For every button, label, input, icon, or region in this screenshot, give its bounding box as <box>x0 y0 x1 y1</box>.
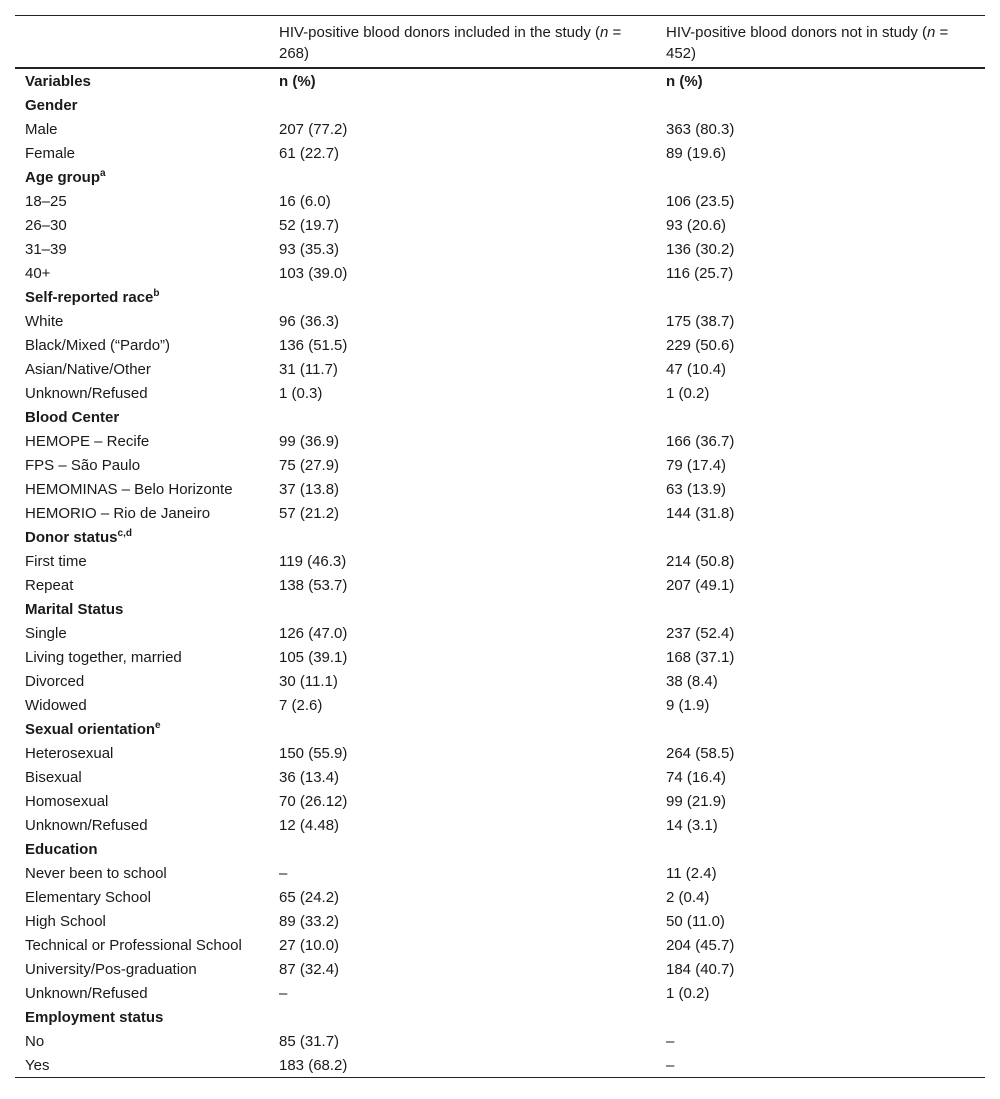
section-title-text: Age group <box>25 169 100 186</box>
header-included-prefix: HIV-positive blood donors included in the study ( <box>279 24 601 41</box>
section-title <box>15 405 269 429</box>
header-cell-not-in-study <box>656 16 985 69</box>
cell-included: 52 (19.7) <box>279 217 340 234</box>
cell-included: 31 (11.7) <box>279 361 338 378</box>
empty-cell <box>656 93 985 117</box>
cell-not-in-study: 237 (52.4) <box>666 625 735 642</box>
cell-included: 207 (77.2) <box>279 121 348 138</box>
section-title <box>15 837 269 861</box>
table-row <box>15 981 985 1005</box>
cell-included: 89 (33.2) <box>279 913 340 930</box>
row-label: Male <box>25 121 58 138</box>
cell-included: 1 (0.3) <box>279 385 323 402</box>
cell-not-in-study: 74 (16.4) <box>666 769 727 786</box>
empty-cell <box>269 525 656 549</box>
row-label: High School <box>25 913 106 930</box>
header-included-suffix: = 268) <box>279 24 622 62</box>
cell-included: 103 (39.0) <box>279 265 348 282</box>
row-label: Repeat <box>25 577 74 594</box>
section-row <box>15 405 985 429</box>
cell-not-in-study: 47 (10.4) <box>666 361 727 378</box>
cell-included: 36 (13.4) <box>279 769 340 786</box>
cell-not-in-study: 9 (1.9) <box>666 697 710 714</box>
cell-not-in-study: 204 (45.7) <box>666 937 735 954</box>
row-label: 40+ <box>25 265 51 282</box>
cell-not-in-study: 175 (38.7) <box>666 313 735 330</box>
cell-not-in-study: 116 (25.7) <box>666 265 734 282</box>
empty-cell <box>269 1005 656 1029</box>
cell-included: 126 (47.0) <box>279 625 348 642</box>
cell-included: 75 (27.9) <box>279 457 340 474</box>
table-row <box>15 309 985 333</box>
footnote-marker: a <box>100 168 106 179</box>
section-row <box>15 165 985 189</box>
cell-not-in-study: 168 (37.1) <box>666 649 735 666</box>
row-label: HEMOPE – Recife <box>25 433 150 450</box>
cell-included: 136 (51.5) <box>279 337 348 354</box>
section-row <box>15 525 985 549</box>
table-row <box>15 429 985 453</box>
cell-not-in-study: 106 (23.5) <box>666 193 735 210</box>
empty-cell <box>656 1005 985 1029</box>
table-row <box>15 765 985 789</box>
table-row <box>15 813 985 837</box>
empty-cell <box>269 93 656 117</box>
row-label: Heterosexual <box>25 745 114 762</box>
row-label: Unknown/Refused <box>25 985 148 1002</box>
table-row <box>15 933 985 957</box>
cell-not-in-study: 11 (2.4) <box>666 865 717 882</box>
table-row <box>15 669 985 693</box>
cell-included: 30 (11.1) <box>279 673 338 690</box>
section-title-text: Education <box>25 841 98 858</box>
empty-cell <box>656 597 985 621</box>
header-not-in-study-suffix: = 452) <box>666 24 949 62</box>
row-label: Female <box>25 145 76 162</box>
cell-included: 105 (39.1) <box>279 649 348 666</box>
table-row <box>15 621 985 645</box>
table-row <box>15 477 985 501</box>
table-row <box>15 1029 985 1053</box>
table-row <box>15 789 985 813</box>
cell-included: 12 (4.48) <box>279 817 340 834</box>
cell-not-in-study: 38 (8.4) <box>666 673 718 690</box>
section-title-text: Self-reported race <box>25 289 154 306</box>
cell-not-in-study: 207 (49.1) <box>666 577 735 594</box>
section-title-text: Sexual orientation <box>25 721 156 738</box>
cell-not-in-study: 184 (40.7) <box>666 961 735 978</box>
section-title <box>15 1005 269 1029</box>
row-label: HEMOMINAS – Belo Horizonte <box>25 481 233 498</box>
cell-included: 27 (10.0) <box>279 937 340 954</box>
row-label: Unknown/Refused <box>25 385 148 402</box>
empty-cell <box>269 285 656 309</box>
table-body <box>15 68 985 1078</box>
cell-included: 183 (68.2) <box>279 1057 348 1074</box>
table-row <box>15 861 985 885</box>
cell-not-in-study: 89 (19.6) <box>666 145 727 162</box>
row-label: FPS – São Paulo <box>25 457 141 474</box>
row-label: Unknown/Refused <box>25 817 148 834</box>
row-label: First time <box>25 553 87 570</box>
header-row <box>15 16 985 69</box>
cell-not-in-study: 264 (58.5) <box>666 745 735 762</box>
empty-cell <box>656 165 985 189</box>
cell-not-in-study: 79 (17.4) <box>666 457 727 474</box>
cell-included: 57 (21.2) <box>279 505 340 522</box>
section-title-text: Employment status <box>25 1009 164 1026</box>
row-label: HEMORIO – Rio de Janeiro <box>25 505 211 522</box>
section-title <box>15 165 269 189</box>
section-row <box>15 597 985 621</box>
empty-cell <box>656 405 985 429</box>
cell-not-in-study: 14 (3.1) <box>666 817 718 834</box>
empty-cell <box>656 717 985 741</box>
row-label: Homosexual <box>25 793 109 810</box>
section-title-text: Blood Center <box>25 409 120 426</box>
cell-included: 85 (31.7) <box>279 1033 340 1050</box>
cell-not-in-study: 2 (0.4) <box>666 889 710 906</box>
cell-not-in-study: 1 (0.2) <box>666 385 710 402</box>
table-row <box>15 117 985 141</box>
table-row <box>15 1053 985 1078</box>
table-row <box>15 333 985 357</box>
section-row <box>15 837 985 861</box>
table-header <box>15 16 985 69</box>
table-row <box>15 453 985 477</box>
row-label: Elementary School <box>25 889 151 906</box>
table-row <box>15 885 985 909</box>
row-label: White <box>25 313 64 330</box>
cell-not-in-study: – <box>666 1033 675 1050</box>
empty-cell <box>656 285 985 309</box>
table-row <box>15 381 985 405</box>
header-included-n: n <box>600 24 609 41</box>
section-row <box>15 93 985 117</box>
row-label: 18–25 <box>25 193 67 210</box>
table-row <box>15 213 985 237</box>
section-title <box>15 525 269 549</box>
section-title <box>15 717 269 741</box>
cell-not-in-study: 229 (50.6) <box>666 337 735 354</box>
cell-included: 99 (36.9) <box>279 433 340 450</box>
table-row <box>15 573 985 597</box>
header-cell-included <box>269 16 656 69</box>
empty-cell <box>269 597 656 621</box>
cell-included: 138 (53.7) <box>279 577 348 594</box>
cell-included: 93 (35.3) <box>279 241 340 258</box>
column-label-included: n (%) <box>269 68 656 93</box>
row-label: Bisexual <box>25 769 82 786</box>
cell-included: 150 (55.9) <box>279 745 348 762</box>
cell-included: – <box>279 865 288 882</box>
data-table <box>15 15 985 1078</box>
row-label: 26–30 <box>25 217 67 234</box>
footnote-marker: c,d <box>117 528 132 539</box>
section-title <box>15 597 269 621</box>
header-cell-empty <box>15 16 269 69</box>
footnote-marker: b <box>153 288 160 299</box>
section-row <box>15 717 985 741</box>
section-title <box>15 285 269 309</box>
cell-included: 16 (6.0) <box>279 193 331 210</box>
cell-not-in-study: 144 (31.8) <box>666 505 735 522</box>
table-row <box>15 693 985 717</box>
cell-not-in-study: 363 (80.3) <box>666 121 735 138</box>
row-label: Never been to school <box>25 865 167 882</box>
section-row <box>15 285 985 309</box>
table-row <box>15 549 985 573</box>
cell-included: 65 (24.2) <box>279 889 340 906</box>
table-row <box>15 261 985 285</box>
row-label: Technical or Professional School <box>25 937 242 954</box>
cell-not-in-study: 166 (36.7) <box>666 433 735 450</box>
cell-not-in-study: 50 (11.0) <box>666 913 725 930</box>
cell-not-in-study: 136 (30.2) <box>666 241 735 258</box>
footnote-marker: e <box>155 720 161 731</box>
table-row <box>15 357 985 381</box>
section-title-text: Marital Status <box>25 601 124 618</box>
row-label: Divorced <box>25 673 85 690</box>
cell-not-in-study: 63 (13.9) <box>666 481 727 498</box>
empty-cell <box>269 405 656 429</box>
section-title-text: Donor status <box>25 529 118 546</box>
table-row <box>15 909 985 933</box>
column-label-variables: Variables <box>15 68 269 93</box>
cell-included: 7 (2.6) <box>279 697 323 714</box>
row-label: Yes <box>25 1057 50 1074</box>
empty-cell <box>269 717 656 741</box>
cell-not-in-study: 1 (0.2) <box>666 985 710 1002</box>
row-label: Single <box>25 625 67 642</box>
cell-not-in-study: 99 (21.9) <box>666 793 727 810</box>
cell-included: 96 (36.3) <box>279 313 340 330</box>
empty-cell <box>656 525 985 549</box>
row-label: Living together, married <box>25 649 182 666</box>
section-title <box>15 93 269 117</box>
table-row <box>15 501 985 525</box>
section-row <box>15 1005 985 1029</box>
empty-cell <box>269 837 656 861</box>
row-label: Black/Mixed (“Pardo”) <box>25 337 171 354</box>
table-row <box>15 645 985 669</box>
row-label: Widowed <box>25 697 87 714</box>
cell-included: 119 (46.3) <box>279 553 347 570</box>
column-label-row <box>15 68 985 93</box>
cell-included: – <box>279 985 288 1002</box>
empty-cell <box>656 837 985 861</box>
table-row <box>15 741 985 765</box>
row-label: 31–39 <box>25 241 67 258</box>
table-row <box>15 957 985 981</box>
table-row <box>15 237 985 261</box>
row-label: University/Pos-graduation <box>25 961 197 978</box>
row-label: No <box>25 1033 45 1050</box>
header-not-in-study-prefix: HIV-positive blood donors not in study ( <box>666 24 927 41</box>
empty-cell <box>269 165 656 189</box>
cell-included: 61 (22.7) <box>279 145 340 162</box>
table-row <box>15 189 985 213</box>
section-title-text: Gender <box>25 97 78 114</box>
row-label: Asian/Native/Other <box>25 361 151 378</box>
cell-included: 87 (32.4) <box>279 961 340 978</box>
column-label-not-in-study: n (%) <box>656 68 985 93</box>
cell-not-in-study: 214 (50.8) <box>666 553 735 570</box>
header-not-in-study-n: n <box>926 24 936 41</box>
table-row <box>15 141 985 165</box>
cell-included: 70 (26.12) <box>279 793 348 810</box>
cell-not-in-study: 93 (20.6) <box>666 217 727 234</box>
cell-not-in-study: – <box>666 1057 675 1074</box>
cell-included: 37 (13.8) <box>279 481 340 498</box>
